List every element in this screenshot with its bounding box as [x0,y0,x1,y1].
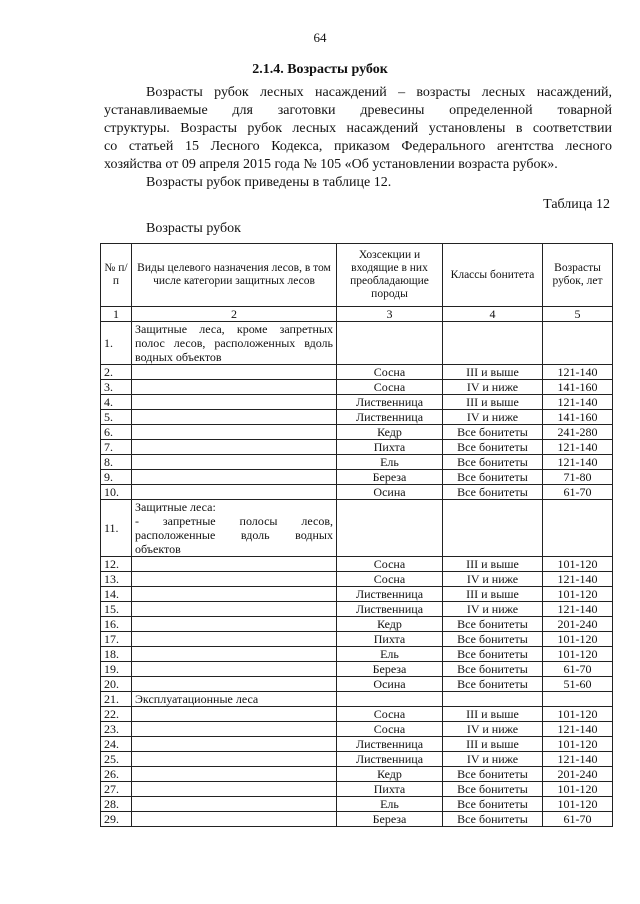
row-number: 6. [101,425,132,440]
row-forest-type [132,395,337,410]
row-number: 17. [101,632,132,647]
row-forest-type [132,602,337,617]
row-age [543,500,613,557]
row-forest-type [132,812,337,827]
row-forest-type [132,662,337,677]
table-row [101,737,613,752]
row-forest-type [132,632,337,647]
row-species: Лиственница [337,737,443,752]
row-forest-type [132,455,337,470]
table-row [101,440,613,455]
row-forest-type: Защитные леса: - запретные полосы лесов, расположенные вдоль водных объектов [132,500,337,557]
row-number: 7. [101,440,132,455]
column-number: 3 [337,307,443,322]
row-class: III и выше [443,557,543,572]
row-age: 101-120 [543,737,613,752]
row-species: Сосна [337,380,443,395]
row-class: III и выше [443,395,543,410]
row-age: 101-120 [543,797,613,812]
row-species: Сосна [337,707,443,722]
table-row [101,722,613,737]
row-age: 121-140 [543,602,613,617]
table-row [101,410,613,425]
row-number: 5. [101,410,132,425]
row-age [543,322,613,365]
row-species: Осина [337,677,443,692]
row-class [443,322,543,365]
table-row [101,782,613,797]
row-species: Кедр [337,617,443,632]
row-species: Ель [337,797,443,812]
table-row [101,617,613,632]
column-number: 2 [132,307,337,322]
table-row [101,322,613,365]
paragraph-line: устанавливаемые для заготовки древесины определенной товарной [104,103,612,118]
row-number: 28. [101,797,132,812]
row-forest-type [132,677,337,692]
row-class: Все бонитеты [443,812,543,827]
row-age: 101-120 [543,707,613,722]
row-species [337,322,443,365]
row-number: 23. [101,722,132,737]
row-number: 12. [101,557,132,572]
row-forest-type [132,797,337,812]
row-class: IV и ниже [443,380,543,395]
row-class: Все бонитеты [443,440,543,455]
row-number: 21. [101,692,132,707]
table-row [101,662,613,677]
row-age: 241-280 [543,425,613,440]
header-number: № п/п [101,244,132,307]
table-row [101,752,613,767]
row-class: Все бонитеты [443,617,543,632]
row-age: 121-140 [543,572,613,587]
table-row [101,425,613,440]
row-age: 61-70 [543,485,613,500]
row-number: 16. [101,617,132,632]
row-number: 2. [101,365,132,380]
row-age [543,692,613,707]
table-row [101,692,613,707]
row-number: 3. [101,380,132,395]
row-class: IV и ниже [443,572,543,587]
reference-paragraph: Возрасты рубок приведены в таблице 12. [146,175,392,190]
column-number: 4 [443,307,543,322]
table-row [101,797,613,812]
table-row [101,647,613,662]
row-forest-type [132,470,337,485]
table-row [101,767,613,782]
table-row [101,587,613,602]
row-species: Сосна [337,572,443,587]
row-class: Все бонитеты [443,677,543,692]
table-row [101,602,613,617]
row-number: 8. [101,455,132,470]
column-number: 1 [101,307,132,322]
row-number: 13. [101,572,132,587]
row-species: Сосна [337,722,443,737]
row-forest-type [132,647,337,662]
row-age: 101-120 [543,632,613,647]
row-number: 9. [101,470,132,485]
row-forest-type [132,587,337,602]
row-species: Пихта [337,440,443,455]
row-species: Сосна [337,557,443,572]
column-number: 5 [543,307,613,322]
row-class: Все бонитеты [443,485,543,500]
table-row [101,632,613,647]
row-number: 4. [101,395,132,410]
row-forest-type [132,617,337,632]
row-class: Все бонитеты [443,782,543,797]
row-age: 141-160 [543,380,613,395]
row-class: III и выше [443,365,543,380]
row-forest-type [132,752,337,767]
row-class: Все бонитеты [443,455,543,470]
row-age: 121-140 [543,365,613,380]
row-number: 26. [101,767,132,782]
paragraph-line: со статьей 15 Лесного Кодекса, приказом Федерального агентства лесного [104,139,612,154]
table-row [101,500,613,557]
row-species: Лиственница [337,752,443,767]
row-forest-type [132,425,337,440]
row-number: 27. [101,782,132,797]
table-row [101,470,613,485]
row-species: Береза [337,812,443,827]
row-age: 121-140 [543,440,613,455]
row-class: IV и ниже [443,602,543,617]
row-forest-type [132,572,337,587]
table-row [101,485,613,500]
row-class: Все бонитеты [443,470,543,485]
cutting-age-table [100,243,613,827]
row-class: III и выше [443,737,543,752]
row-age: 201-240 [543,767,613,782]
row-class: III и выше [443,587,543,602]
row-number: 20. [101,677,132,692]
row-age: 61-70 [543,812,613,827]
row-species: Пихта [337,782,443,797]
row-forest-type [132,782,337,797]
table-row [101,380,613,395]
intro-paragraph [104,84,612,174]
row-class: Все бонитеты [443,425,543,440]
row-species: Осина [337,485,443,500]
header-species: Хозсекции и входящие в них преобладающие породы [337,244,443,307]
paragraph-line: хозяйства от 09 апреля 2015 года № 105 «Об установлении возраста рубок». [104,157,558,172]
row-species: Сосна [337,365,443,380]
row-forest-type [132,380,337,395]
row-class [443,500,543,557]
row-age: 61-70 [543,662,613,677]
row-species: Ель [337,647,443,662]
table-row [101,677,613,692]
row-age: 121-140 [543,752,613,767]
table-row [101,557,613,572]
row-class: IV и ниже [443,752,543,767]
row-age: 101-120 [543,557,613,572]
table-row [101,455,613,470]
row-species: Кедр [337,425,443,440]
row-species: Лиственница [337,410,443,425]
row-class: Все бонитеты [443,647,543,662]
row-age: 101-120 [543,782,613,797]
row-class: Все бонитеты [443,632,543,647]
row-class: Все бонитеты [443,662,543,677]
table-row [101,365,613,380]
row-forest-type [132,557,337,572]
row-species: Пихта [337,632,443,647]
row-age: 51-60 [543,677,613,692]
table-row [101,395,613,410]
row-forest-type: Эксплуатационные леса [132,692,337,707]
table-label: Таблица 12 [543,197,610,212]
row-forest-type: Защитные леса, кроме запретных полос лесов, расположенных вдоль водных объектов [132,322,337,365]
table-body [101,322,613,827]
row-species: Береза [337,470,443,485]
row-age: 121-140 [543,722,613,737]
row-number: 22. [101,707,132,722]
row-age: 121-140 [543,455,613,470]
row-age: 201-240 [543,617,613,632]
row-number: 11. [101,500,132,557]
row-species: Лиственница [337,395,443,410]
header-age: Возрасты рубок, лет [543,244,613,307]
row-age: 141-160 [543,410,613,425]
row-age: 101-120 [543,587,613,602]
row-number: 24. [101,737,132,752]
row-class: Все бонитеты [443,797,543,812]
row-forest-type [132,485,337,500]
row-forest-type [132,365,337,380]
header-forest-type: Виды целевого назначения лесов, в том числе категории защитных лесов [132,244,337,307]
row-forest-type [132,737,337,752]
row-forest-type [132,722,337,737]
table-caption: Возрасты рубок [146,221,241,236]
row-forest-type [132,410,337,425]
row-forest-type [132,707,337,722]
row-number: 1. [101,322,132,365]
row-class: Все бонитеты [443,767,543,782]
row-species: Береза [337,662,443,677]
row-forest-type [132,767,337,782]
table-row [101,707,613,722]
row-number: 10. [101,485,132,500]
row-class [443,692,543,707]
header-class: Классы бонитета [443,244,543,307]
row-age: 71-80 [543,470,613,485]
row-number: 14. [101,587,132,602]
row-class: IV и ниже [443,410,543,425]
row-species [337,692,443,707]
row-species [337,500,443,557]
section-heading: 2.1.4. Возрасты рубок [252,62,388,77]
row-species: Лиственница [337,602,443,617]
row-class: IV и ниже [443,722,543,737]
row-age: 101-120 [543,647,613,662]
row-number: 18. [101,647,132,662]
column-number-row [101,307,613,322]
table-header-row [101,244,613,307]
row-species: Кедр [337,767,443,782]
row-number: 15. [101,602,132,617]
row-number: 25. [101,752,132,767]
row-age: 121-140 [543,395,613,410]
page-number: 64 [313,30,327,45]
row-number: 19. [101,662,132,677]
row-species: Лиственница [337,587,443,602]
row-forest-type [132,440,337,455]
paragraph-line: Возрасты рубок лесных насаждений – возрасты лесных насаждений, [146,85,612,100]
paragraph-line: структуры. Возрасты рубок лесных насаждений установлены в соответствии [104,121,612,136]
table-row [101,812,613,827]
row-number: 29. [101,812,132,827]
table-row [101,572,613,587]
row-class: III и выше [443,707,543,722]
row-species: Ель [337,455,443,470]
